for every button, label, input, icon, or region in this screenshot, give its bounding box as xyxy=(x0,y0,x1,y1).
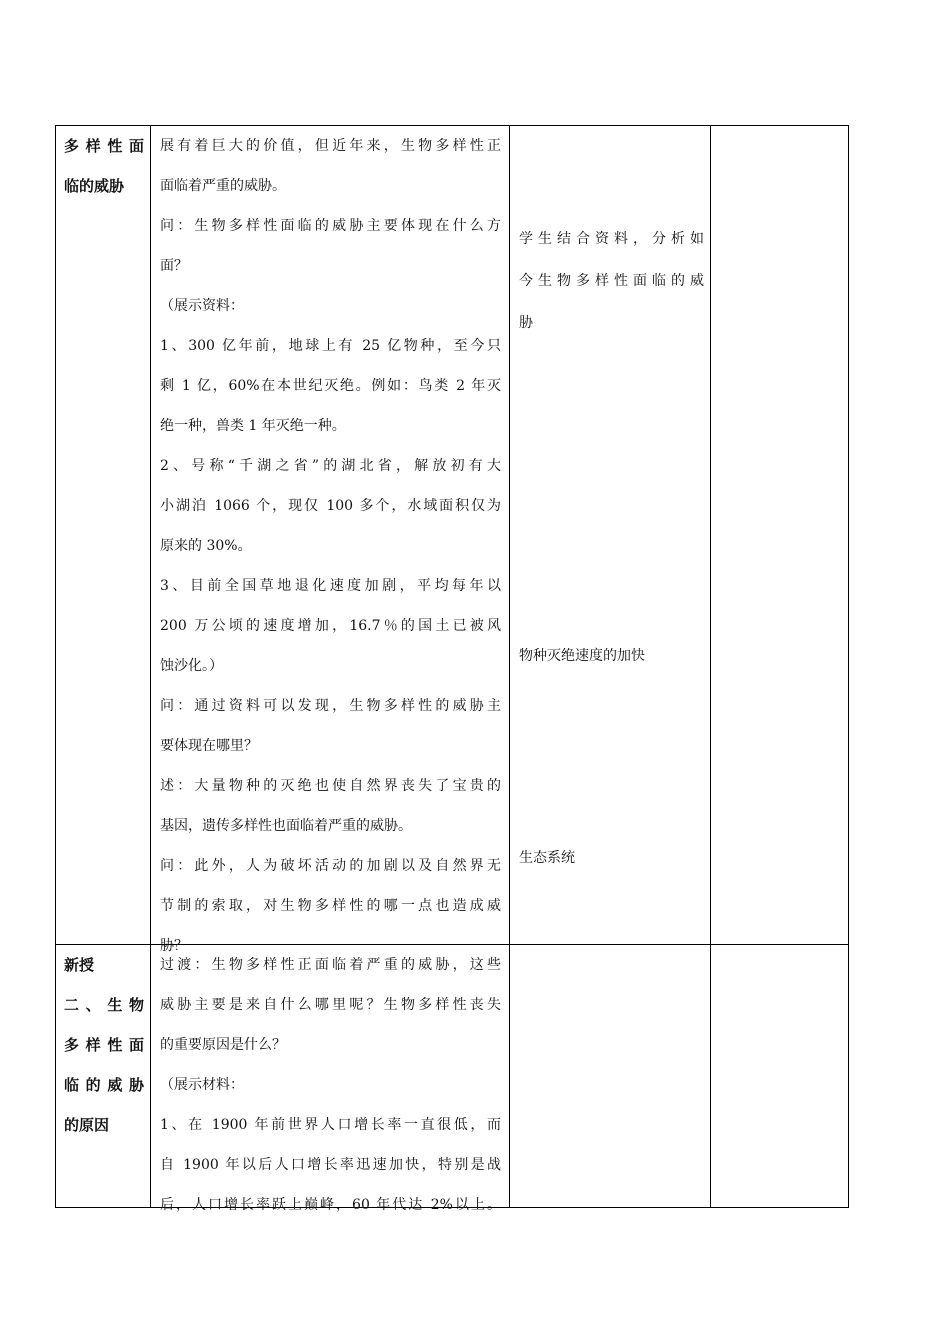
text-line: 节制的索取，对生物多样性的哪一点也造成威 xyxy=(160,898,501,914)
text-line: 面？ xyxy=(160,258,188,274)
text-line: 原来的 30%。 xyxy=(160,538,252,554)
text-line: 后，人口增长率跃上巅峰，60 年代达 2%以上。 xyxy=(160,1197,501,1213)
text-line: 面临着严重的威胁。 xyxy=(160,178,286,194)
teacher-activity-text xyxy=(151,945,509,1225)
remarks-cell xyxy=(711,945,849,1208)
text-line: 展有着巨大的价值，但近年来，生物多样性正 xyxy=(160,138,501,154)
text-line: 问：生物多样性面临的威胁主要体现在什么方 xyxy=(160,218,501,234)
text-line: 基因，遗传多样性也面临着严重的威胁。 xyxy=(160,818,412,834)
section-label-line: 的原因 xyxy=(64,1116,110,1134)
student-activity-cell xyxy=(510,126,711,945)
text-line: 要体现在哪里？ xyxy=(160,738,258,754)
section-label xyxy=(56,945,150,1145)
text-line: 1、在 1900 年前世界人口增长率一直很低，而 xyxy=(160,1117,501,1133)
lesson-plan-table xyxy=(55,125,849,1213)
text-line: 胁？ xyxy=(160,938,188,954)
text-line: 生态系统 xyxy=(519,850,575,866)
text-line: 1、300 亿年前，地球上有 25 亿物种，至今只 xyxy=(160,338,501,354)
text-line: （展示材料： xyxy=(160,1077,244,1093)
section-label-line: 多样性面 xyxy=(64,1036,144,1054)
text-line: 剩 1 亿，60%在本世纪灭绝。例如：鸟类 2 年灭 xyxy=(160,378,501,394)
section-label-line: 临的威胁 xyxy=(64,177,125,195)
text-line: 200 万公顷的速度增加，16.7％的国土已被风 xyxy=(160,618,501,634)
text-line: 今生物多样性面临的威 xyxy=(519,273,704,289)
text-line: 胁 xyxy=(519,315,533,331)
text-line: 的重要原因是什么？ xyxy=(160,1037,286,1053)
text-line: 问：通过资料可以发现，生物多样性的威胁主 xyxy=(160,698,501,714)
text-line: 3、目前全国草地退化速度加剧，平均每年以 xyxy=(160,578,501,594)
text-line: 2、号称“千湖之省”的湖北省，解放初有大 xyxy=(160,458,501,474)
section-label xyxy=(56,126,150,206)
student-note xyxy=(519,837,704,879)
student-activity-cell xyxy=(510,945,711,1208)
text-line: 小湖泊 1066 个，现仅 100 多个，水域面积仅为 xyxy=(160,498,501,514)
text-line: 绝一种，兽类 1 年灭绝一种。 xyxy=(160,418,346,434)
text-line: 问：此外，人为破坏活动的加剧以及自然界无 xyxy=(160,858,501,874)
remarks-cell xyxy=(711,126,849,945)
text-line: 威胁主要是来自什么哪里呢？生物多样性丧失 xyxy=(160,997,501,1013)
table-row xyxy=(56,126,849,945)
section-cell xyxy=(56,126,151,945)
teacher-activity-cell xyxy=(151,945,510,1213)
section-label-line: 多样性面 xyxy=(64,137,144,155)
section-label-line: 新授 xyxy=(64,956,95,974)
student-note xyxy=(519,635,704,677)
teacher-activity-text xyxy=(151,126,509,966)
table-row xyxy=(56,945,849,1208)
teacher-activity-cell xyxy=(151,126,510,954)
text-line: 蚀沙化。） xyxy=(160,658,223,674)
section-cell xyxy=(56,945,151,1208)
text-line: （展示资料： xyxy=(160,298,244,314)
section-label-line: 临的威胁 xyxy=(64,1076,144,1094)
text-line: 自 1900 年以后人口增长率迅速加快，特别是战 xyxy=(160,1157,501,1173)
student-note xyxy=(519,218,704,344)
section-label-line: 二、生物 xyxy=(64,996,144,1014)
text-line: 述：大量物种的灭绝也使自然界丧失了宝贵的 xyxy=(160,778,501,794)
text-line: 学生结合资料，分析如 xyxy=(519,231,704,247)
text-line: 过渡：生物多样性正面临着严重的威胁，这些 xyxy=(160,957,501,973)
text-line: 物种灭绝速度的加快 xyxy=(519,648,645,664)
